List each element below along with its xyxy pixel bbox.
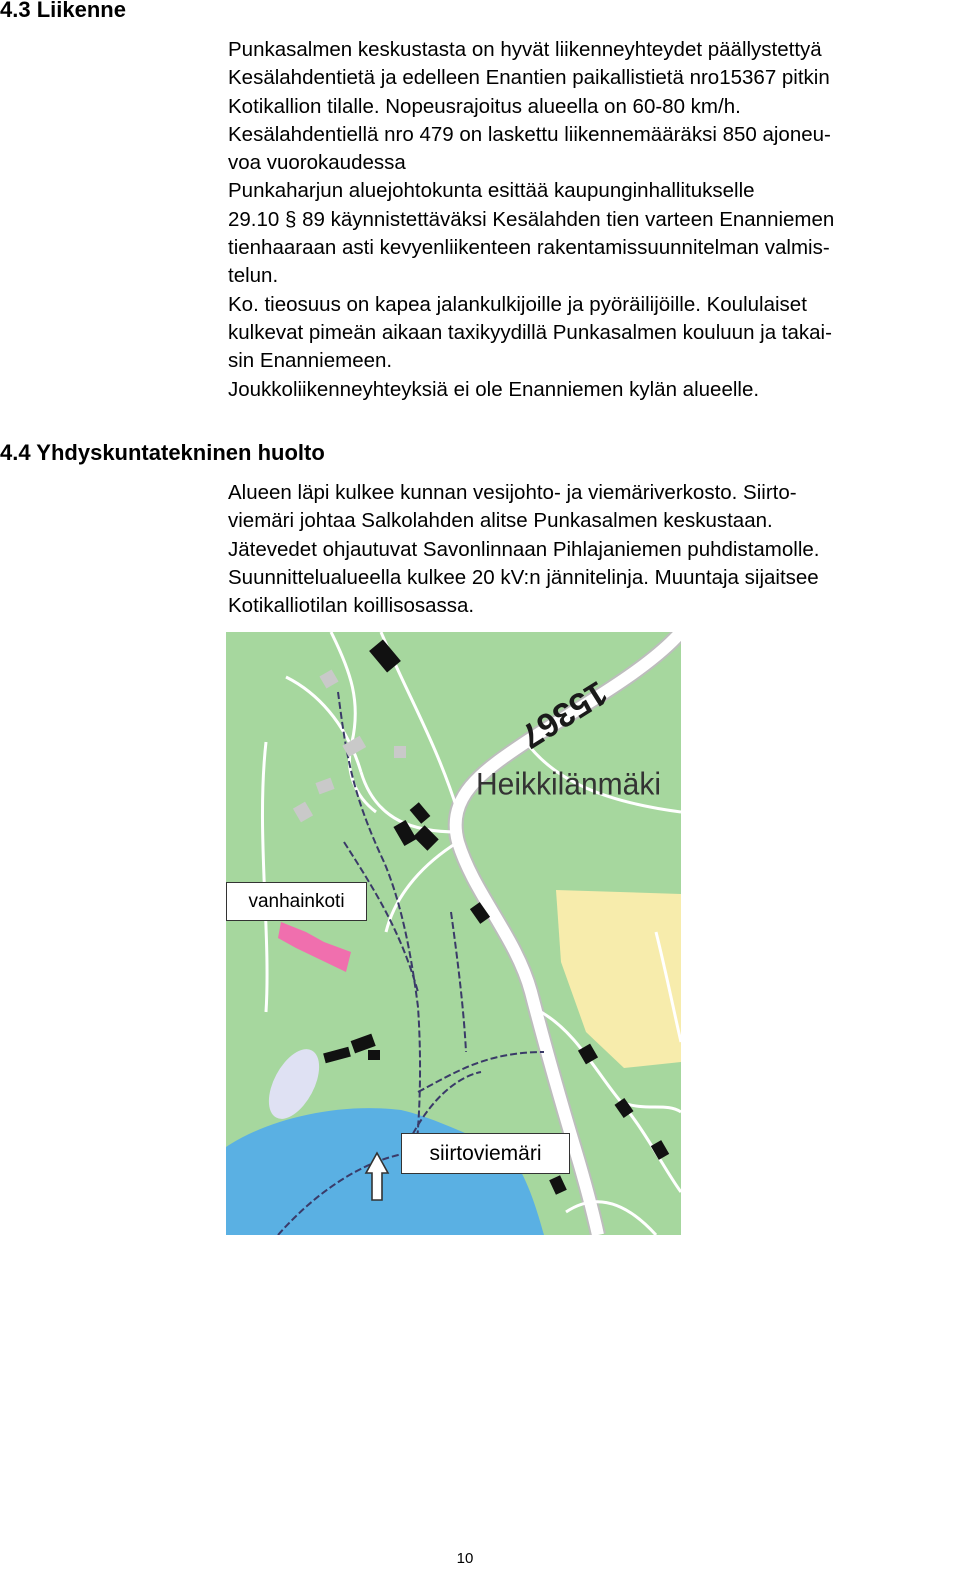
callout-elderly-home: vanhainkoti (226, 882, 367, 921)
section-heading-utilities: 4.4 Yhdyskuntatekninen huolto (0, 440, 325, 465)
paragraph-line: Kotikallion tilalle. Nopeusrajoitus alueella on 60-80 km/h. (228, 94, 741, 118)
paragraph-line: Joukkoliikenneyhteyksiä ei ole Enanniemen kylän alueelle. (228, 377, 760, 401)
paragraph-line: Suunnittelualueella kulkee 20 kV:n jännitelinja. Muuntaja sijaitsee (228, 565, 819, 589)
map-place-name: Heikkilänmäki (476, 766, 662, 802)
paragraph-line: telun. (228, 264, 279, 288)
paragraph-line: 29.10 § 89 käynnistettäväksi Kesälahden tien varteen Enanniemen (228, 207, 835, 231)
paragraph-line: Kesälahdentietä ja edelleen Enantien paikallistietä nro15367 pitkin (228, 66, 830, 90)
page-number: 10 (456, 1550, 474, 1567)
traffic-paragraph (228, 36, 958, 404)
paragraph-line: Jätevedet ohjautuvat Savonlinnaan Pihlajaniemen puhdistamolle. (228, 537, 820, 561)
paragraph-line: viemäri johtaa Salkolahden alitse Punkasalmen keskustaan. (228, 509, 773, 533)
paragraph-line: Punkaharjun aluejohtokunta esittää kaupunginhallitukselle (228, 179, 755, 203)
paragraph-line: Kesälahdentiellä nro 479 on laskettu liikennemääräksi 850 ajoneu- (228, 122, 831, 146)
paragraph-line: Ko. tieosuus on kapea jalankulkijoille ja pyöräilijöille. Koululaiset (228, 292, 807, 316)
paragraph-line: tienhaaraan asti kevyenliikenteen rakentamissuunnitelman valmis- (228, 236, 830, 260)
paragraph-line: Punkasalmen keskustasta on hyvät liikenneyhteydet päällystettyä (228, 38, 822, 61)
paragraph-line: Alueen läpi kulkee kunnan vesijohto- ja viemäriverkosto. Siirto- (228, 481, 797, 504)
utilities-paragraph (228, 479, 958, 620)
map-road-number: 15367 (513, 673, 614, 756)
paragraph-line: kulkevat pimeän aikaan taxikyydillä Punkasalmen kouluun ja takai- (228, 320, 832, 344)
paragraph-line: Kotikalliotilan koillisosassa. (228, 594, 475, 618)
paragraph-line: voa vuorokaudessa (228, 151, 406, 175)
section-heading-traffic: 4.3 Liikenne (0, 0, 126, 22)
paragraph-line: sin Enanniemeen. (228, 349, 393, 373)
callout-sewer: siirtoviemäri (401, 1133, 570, 1174)
